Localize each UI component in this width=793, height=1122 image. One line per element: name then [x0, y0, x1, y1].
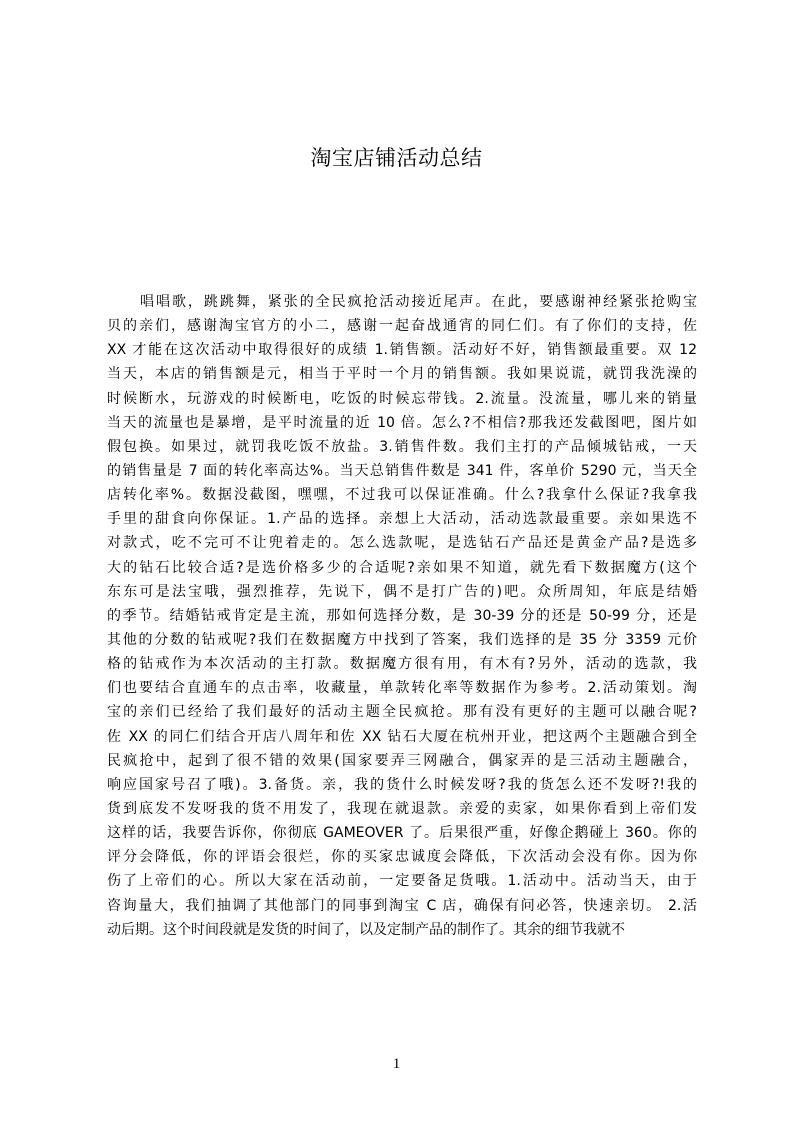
document-title: 淘宝店铺活动总结	[310, 146, 483, 170]
body-line: 时候断水，玩游戏的时候断电，吃饭的时候忘带钱。2.流量。没流量，哪儿来的销量	[107, 390, 697, 407]
body-line: 其他的分数的钻戒呢?我们在数据魔方中找到了答案，我们选择的是 35 分 3359 元价	[107, 631, 697, 648]
body-line: 手里的甜食向你保证。1.产品的选择。亲想上大活动，活动选款最重要。亲如果选不	[107, 511, 697, 528]
body-line: 大的钻石比较合适?是选价格多少的合适呢?亲如果不知道，就先看下数据魔方(这个	[107, 559, 697, 576]
body-line: 宝的亲们已经给了我们最好的活动主题全民疯抢。那有没有更好的主题可以融合呢?	[107, 704, 697, 721]
body-line: 咨询量大，我们抽调了其他部门的同事到淘宝 C 店，确保有问必答，快速亲切。 2.活	[107, 897, 697, 914]
body-line: 民疯抢中，起到了很不错的效果(国家要弄三网融合，偶家弄的是三活动主题融合，	[107, 752, 697, 769]
body-line: 假包换。如果过，就罚我吃饭不放盐。3.销售件数。我们主打的产品倾城钻戒，一天	[107, 438, 697, 455]
body-line: 动后期。这个时间段就是发货的时间了，以及定制产品的制作了。其余的细节我就不	[107, 921, 625, 938]
body-line: 们也要结合直通车的点击率，收藏量，单款转化率等数据作为参考。2.活动策划。淘	[107, 680, 697, 697]
body-line: 响应国家号召了哦)。3.备货。亲，我的货什么时候发呀?我的货怎么还不发呀?!我的	[107, 776, 697, 793]
document-body	[107, 290, 697, 942]
body-line: 货到底发不发呀我的货不用发了，我现在就退款。亲爱的卖家，如果你看到上帝们发	[107, 800, 697, 817]
body-line: 格的钻戒作为本次活动的主打款。数据魔方很有用，有木有?另外，活动的选款，我	[107, 656, 697, 673]
body-line: 佐 XX 的同仁们结合开店八周年和佐 XX 钻石大厦在杭州开业，把这两个主题融合到全	[107, 728, 697, 745]
body-line: 店转化率%。数据没截图，嘿嘿，不过我可以保证准确。什么?我拿什么保证?我拿我	[107, 487, 697, 504]
body-line: XX 才能在这次活动中取得很好的成绩 1.销售额。活动好不好，销售额最重要。双 12	[107, 342, 697, 359]
body-line: 的季节。结婚钻戒肯定是主流，那如何选择分数，是 30-39 分的还是 50-99 分，还是	[107, 607, 697, 624]
page-number: 1	[392, 1056, 401, 1072]
body-line: 对款式，吃不完可不让兜着走的。怎么选款呢，是选钻石产品还是黄金产品?是选多	[107, 535, 697, 552]
body-line: 当天，本店的销售额是元，相当于平时一个月的销售额。我如果说谎，就罚我洗澡的	[107, 366, 697, 383]
body-line: 东东可是法宝哦，强烈推荐，先说下，偶不是打广告的)吧。众所周知，年底是结婚	[107, 583, 697, 600]
body-line: 当天的流量也是暴增，是平时流量的近 10 倍。怎么?不相信?那我还发截图吧，图片如	[107, 414, 697, 431]
body-line: 这样的话，我要告诉你，你彻底 GAMEOVER 了。后果很严重，好像企鹅碰上 360。你的	[107, 825, 697, 842]
body-line: 评分会降低，你的评语会很烂，你的买家忠诚度会降低，下次活动会没有你。因为你	[107, 849, 697, 866]
body-line: 唱唱歌，跳跳舞，紧张的全民疯抢活动接近尾声。在此，要感谢神经紧张抢购宝	[140, 294, 697, 310]
body-line: 贝的亲们，感谢淘宝官方的小二，感谢一起奋战通宵的同仁们。有了你们的支持，佐	[107, 318, 697, 335]
body-line: 的销售量是 7 面的转化率高达%。当天总销售件数是 341 件，客单价 5290 元，当天全	[107, 462, 697, 479]
body-line: 伤了上帝们的心。所以大家在活动前，一定要备足货哦。1.活动中。活动当天，由于	[107, 873, 697, 890]
